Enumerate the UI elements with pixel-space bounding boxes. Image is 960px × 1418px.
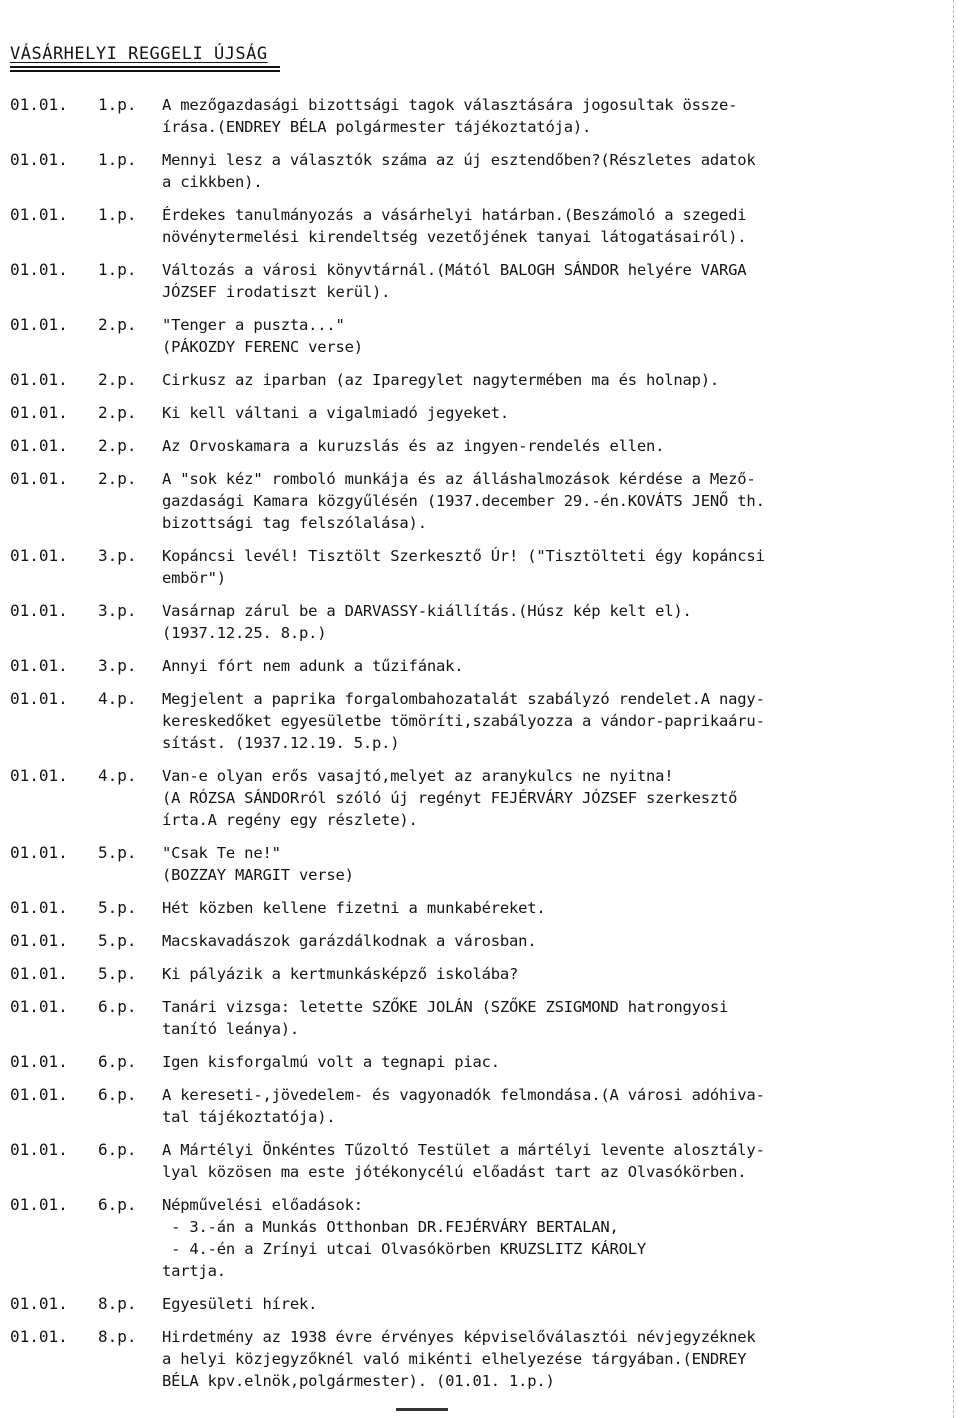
list-item (10, 369, 940, 391)
entry-page: 3.p. (98, 601, 137, 620)
entry-page: 2.p. (98, 370, 137, 389)
entry-text: Macskavadászok garázdálkodnak a városban. (162, 932, 537, 950)
entry-text: Hét közben kellene fizetni a munkabéreket. (162, 899, 546, 917)
entry-date: 01.01. (10, 205, 68, 224)
entry-date: 01.01. (10, 1294, 68, 1313)
entry-date: 01.01. (10, 931, 68, 950)
list-item (10, 1084, 940, 1128)
entry-page: 2.p. (98, 315, 137, 334)
entry-text: Ki kell váltani a vigalmiadó jegyeket. (162, 404, 510, 422)
entry-date: 01.01. (10, 370, 68, 389)
list-item (10, 1194, 940, 1282)
list-item (10, 259, 940, 303)
entry-date: 01.01. (10, 1195, 68, 1214)
entry-date: 01.01. (10, 95, 68, 114)
entry-page: 2.p. (98, 403, 137, 422)
entry-text: Változás a városi könyvtárnál.(Mától BALOGH SÁNDOR helyére VARGA JÓZSEF irodatiszt kerül). (162, 261, 747, 301)
entry-date: 01.01. (10, 469, 68, 488)
page-edge-line (953, 0, 954, 1418)
list-item (10, 468, 940, 534)
list-item (10, 204, 940, 248)
entry-text: Mennyi lesz a választók száma az új esztendőben?(Részletes adatok a cikkben). (162, 151, 756, 191)
entry-text: Tanári vizsga: letette SZŐKE JOLÁN (SZŐKE ZSIGMOND hatrongyosi tanító leánya). (162, 998, 729, 1038)
entry-page: 5.p. (98, 964, 137, 983)
entry-page: 1.p. (98, 95, 137, 114)
entry-text: "Tenger a puszta..." (PÁKOZDY FERENC verse) (162, 316, 363, 356)
list-item (10, 314, 940, 358)
entry-page: 6.p. (98, 1052, 137, 1071)
entry-text: A mezőgazdasági bizottsági tagok választására jogosultak össze- írása.(ENDREY BÉLA polgármester tájékoztatója). (162, 96, 738, 136)
entry-page: 2.p. (98, 469, 137, 488)
entry-date: 01.01. (10, 150, 68, 169)
entry-text: Érdekes tanulmányozás a vásárhelyi határban.(Beszámoló a szegedi növénytermelési kirendeltség vezetőjének tanyai látogatásairól). (162, 206, 747, 246)
entry-page: 6.p. (98, 997, 137, 1016)
entry-page: 5.p. (98, 843, 137, 862)
entry-page: 2.p. (98, 436, 137, 455)
entry-date: 01.01. (10, 964, 68, 983)
list-item (10, 545, 940, 589)
list-item (10, 149, 940, 193)
entry-date: 01.01. (10, 1085, 68, 1104)
entry-page: 1.p. (98, 205, 137, 224)
list-item (10, 765, 940, 831)
entry-text: Van-e olyan erős vasajtó,melyet az aranykulcs ne nyitna! (A RÓZSA SÁNDORról szóló új regényt FEJÉRVÁRY JÓZSEF szerkesztő írta.A regény egy részlete). (162, 767, 738, 829)
header (10, 44, 280, 72)
entry-text: Vasárnap zárul be a DARVASSY-kiállítás.(Húsz kép kelt el). (1937.12.25. 8.p.) (162, 602, 692, 642)
entry-date: 01.01. (10, 403, 68, 422)
entry-page: 6.p. (98, 1085, 137, 1104)
entry-text: A "sok kéz" romboló munkája és az álláshalmozások kérdése a Mező- gazdasági Kamara közgyűlésén (1937.december 29.-én.KOVÁTS JENŐ th. bizottsági tag felszólalása). (162, 470, 765, 532)
list-item (10, 435, 940, 457)
list-item (10, 600, 940, 644)
entry-date: 01.01. (10, 315, 68, 334)
entry-page: 1.p. (98, 150, 137, 169)
entry-date: 01.01. (10, 843, 68, 862)
entry-text: A kereseti-,jövedelem- és vagyonadók felmondása.(A városi adóhiva- tal tájékoztatója). (162, 1086, 765, 1126)
entry-date: 01.01. (10, 997, 68, 1016)
entry-date: 01.01. (10, 656, 68, 675)
entry-date: 01.01. (10, 1327, 68, 1346)
list-item (10, 1293, 940, 1315)
list-item (10, 963, 940, 985)
entry-page: 5.p. (98, 898, 137, 917)
entry-text: "Csak Te ne!" (BOZZAY MARGIT verse) (162, 844, 354, 884)
entry-text: Hirdetmény az 1938 évre érvényes képviselőválasztói névjegyzéknek a helyi közjegyzőknél való mikénti elhelyezése tárgyában.(ENDREY BÉLA kpv.elnök,polgármester). (01.01. 1.p.) (162, 1328, 756, 1390)
entry-text: Kopáncsi levél! Tisztölt Szerkesztő Úr! ("Tisztölteti égy kopáncsi embör") (162, 547, 765, 587)
publication-title: VÁSÁRHELYI REGGELI ÚJSÁG (10, 44, 268, 64)
entry-text: Annyi fórt nem adunk a tűzifának. (162, 657, 464, 675)
list-item (10, 996, 940, 1040)
entry-page: 8.p. (98, 1327, 137, 1346)
list-item (10, 1051, 940, 1073)
entry-date: 01.01. (10, 689, 68, 708)
list-item (10, 842, 940, 886)
entry-date: 01.01. (10, 546, 68, 565)
list-item (10, 1326, 940, 1392)
entry-date: 01.01. (10, 1052, 68, 1071)
entry-text: Egyesületi hírek. (162, 1295, 318, 1313)
entry-date: 01.01. (10, 898, 68, 917)
entry-list (10, 94, 940, 1403)
entry-text: Igen kisforgalmú volt a tegnapi piac. (162, 1053, 500, 1071)
entry-page: 1.p. (98, 260, 137, 279)
entry-page: 3.p. (98, 656, 137, 675)
entry-page: 5.p. (98, 931, 137, 950)
list-item (10, 94, 940, 138)
entry-page: 6.p. (98, 1140, 137, 1159)
entry-page: 8.p. (98, 1294, 137, 1313)
entry-text: Népművelési előadások: - 3.-án a Munkás Otthonban DR.FEJÉRVÁRY BERTALAN, - 4.-én a Zrínyi utcai Olvasókörben KRUZSLITZ KÁROLY tartja. (162, 1196, 646, 1280)
entry-text: Cirkusz az iparban (az Iparegylet nagytermében ma és holnap). (162, 371, 720, 389)
entry-text: Az Orvoskamara a kuruzslás és az ingyen-rendelés ellen. (162, 437, 665, 455)
title-double-rule (10, 66, 280, 72)
list-item (10, 402, 940, 424)
entry-date: 01.01. (10, 436, 68, 455)
entry-page: 4.p. (98, 766, 137, 785)
list-item (10, 1139, 940, 1183)
entry-page: 3.p. (98, 546, 137, 565)
bottom-mark (396, 1408, 448, 1411)
entry-page: 6.p. (98, 1195, 137, 1214)
list-item (10, 897, 940, 919)
entry-page: 4.p. (98, 689, 137, 708)
entry-date: 01.01. (10, 601, 68, 620)
entry-text: Ki pályázik a kertmunkásképző iskolába? (162, 965, 519, 983)
entry-text: Megjelent a paprika forgalombahozatalát szabályzó rendelet.A nagy- kereskedőket egyesületbe tömöríti,szabályozza a vándor-paprikaáru- sítást. (1937.12.19. 5.p.) (162, 690, 765, 752)
entry-date: 01.01. (10, 260, 68, 279)
list-item (10, 688, 940, 754)
entry-text: A Mártélyi Önkéntes Tűzoltó Testület a mártélyi levente alosztály- lyal közösen ma este jótékonycélú előadást tart az Olvasókörben. (162, 1141, 765, 1181)
entry-date: 01.01. (10, 766, 68, 785)
list-item (10, 655, 940, 677)
entry-date: 01.01. (10, 1140, 68, 1159)
list-item (10, 930, 940, 952)
